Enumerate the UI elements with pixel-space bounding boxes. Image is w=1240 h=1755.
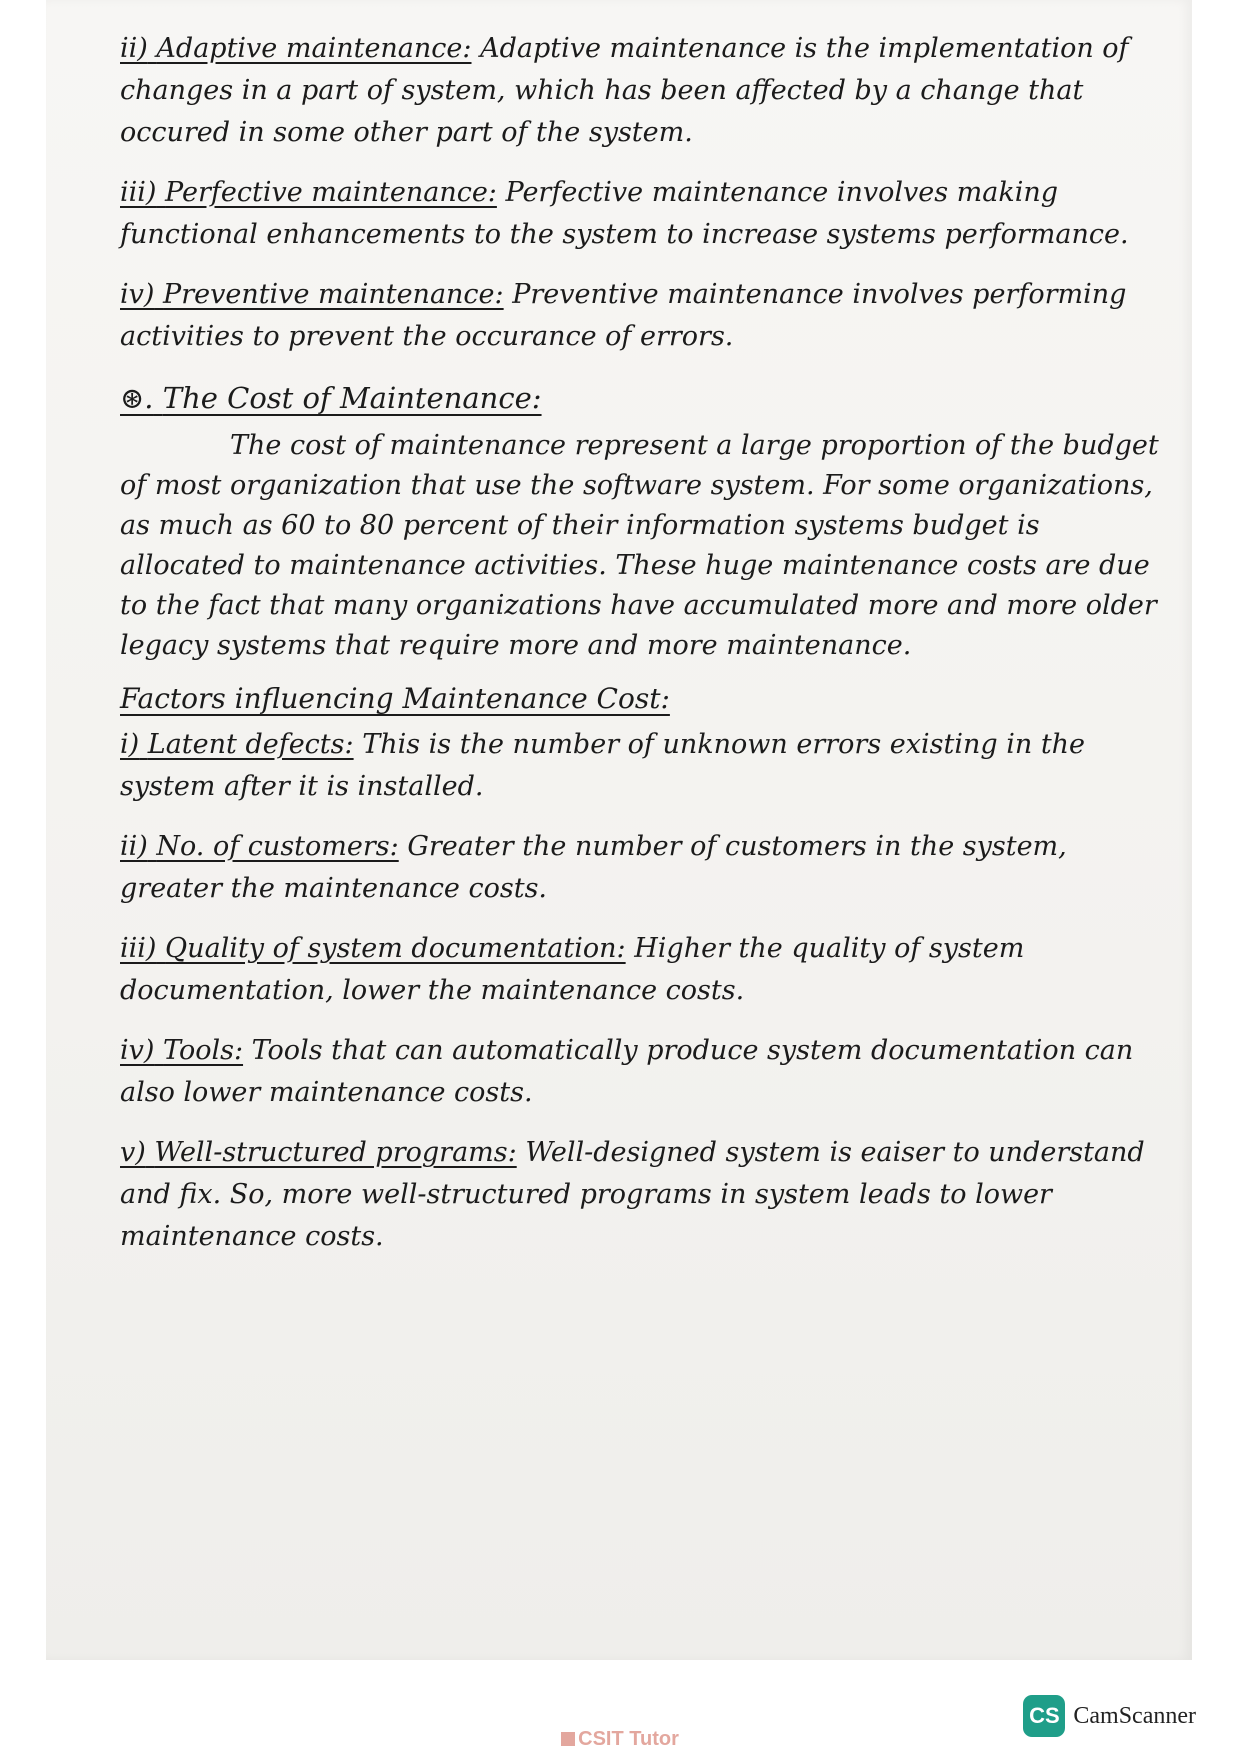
item-marker: iii) (120, 177, 157, 208)
factor-item-documentation (120, 928, 1160, 1012)
factor-item-tools (120, 1030, 1160, 1114)
camscanner-label: CamScanner (1073, 1702, 1196, 1729)
item-marker: ii) (120, 831, 148, 862)
site-logo-icon (561, 1732, 575, 1746)
item-marker: v) (120, 1137, 146, 1168)
section-title-text: The Cost of Maintenance: (162, 381, 542, 415)
item-heading: No. of customers: (156, 831, 399, 862)
preventive-maintenance-item (120, 274, 1160, 358)
site-watermark (0, 1728, 1240, 1751)
item-text: Greater the number of customers in the system, greater the maintenance costs. (120, 831, 1067, 904)
item-text: Adaptive maintenance is the implementation of changes in a part of system, which has been affected by a change that occured in some other part of the system. (120, 33, 1129, 148)
factor-item-customers (120, 826, 1160, 910)
item-heading: Adaptive maintenance: (156, 33, 472, 64)
perfective-maintenance-item (120, 172, 1160, 256)
adaptive-maintenance-item (120, 28, 1160, 154)
item-marker: iv) (120, 1035, 155, 1066)
item-heading: Latent defects: (147, 729, 354, 760)
cost-section-title (120, 376, 1160, 420)
item-heading: Quality of system documentation: (165, 933, 626, 964)
site-label: CSIT Tutor (578, 1728, 679, 1750)
item-text: Tools that can automatically produce system documentation can also lower maintenance costs. (120, 1035, 1134, 1108)
item-marker: ii) (120, 33, 148, 64)
handwritten-notes (120, 28, 1160, 1276)
item-text: Perfective maintenance involves making functional enhancements to the system to increase systems performance. (120, 177, 1129, 250)
item-text: This is the number of unknown errors existing in the system after it is installed. (120, 729, 1086, 802)
item-marker: iii) (120, 933, 157, 964)
factors-title: Factors influencing Maintenance Cost: (120, 682, 670, 715)
item-text: Preventive maintenance involves performing activities to prevent the occurance of errors. (120, 279, 1127, 352)
item-heading: Perfective maintenance: (165, 177, 497, 208)
cost-paragraph: The cost of maintenance represent a large proportion of the budget of most organization that use the software system. For some organizations, as much as 60 to 80 percent of their information systems budget is allocated to maintenance activities. These huge maintenance costs are due to the fact that many organizations have accumulated more and more older legacy systems that require more and more maintenance. (120, 430, 1159, 661)
item-marker: iv) (120, 279, 155, 310)
item-text: Well-designed system is eaiser to understand and fix. So, more well-structured programs in system leads to lower maintenance costs. (120, 1137, 1145, 1252)
section-bullet: ⊛. (120, 381, 154, 415)
item-heading: Well-structured programs: (154, 1137, 517, 1168)
item-heading: Tools: (163, 1035, 244, 1066)
item-marker: i) (120, 729, 140, 760)
item-heading: Preventive maintenance: (163, 279, 504, 310)
factor-item-latent-defects (120, 724, 1160, 808)
factor-item-well-structured-programs (120, 1132, 1160, 1258)
camscanner-logo-icon: CS (1023, 1695, 1065, 1737)
item-text: Higher the quality of system documentation, lower the maintenance costs. (120, 933, 1025, 1006)
